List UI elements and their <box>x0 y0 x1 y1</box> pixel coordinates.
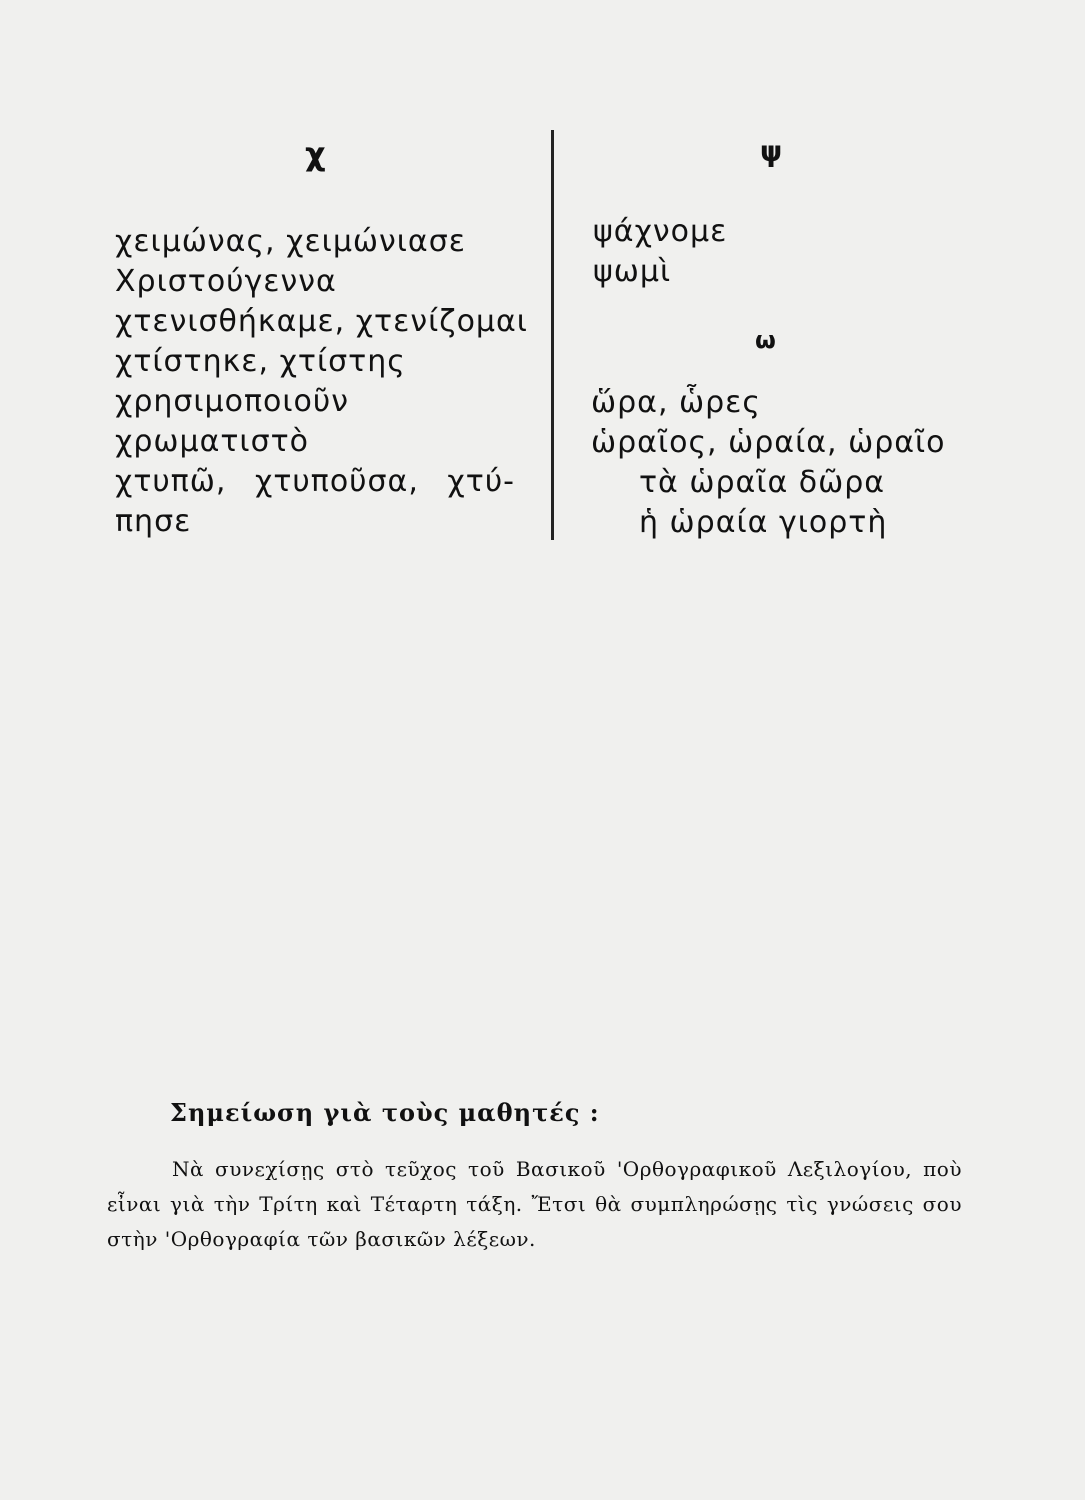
word: χτυπῶ, <box>115 464 227 499</box>
word-line-indented: ἡ ὡραία γιορτὴ <box>639 505 888 540</box>
word: χτυποῦσα, <box>255 464 419 499</box>
word-line: ὥρα, ὧρες <box>591 385 762 420</box>
note-paragraph: Νὰ συνεχίσῃς στὸ τεῦχος τοῦ Βασικοῦ 'Ορθογραφικοῦ Λεξιλογίου, ποὺ εἶναι γιὰ τὴν Τρίτη καὶ Τέταρτη τάξη. Ἔτσι θὰ συμπληρώσῃς τὶς γνώσεις σου στὴν 'Ορθογραφία τῶν βασικῶν λέξεων. <box>107 1157 962 1251</box>
word-line: χρωματιστὸ <box>115 424 309 459</box>
column-divider <box>551 130 554 540</box>
word-line: Χριστούγεννα <box>115 264 337 299</box>
word-line: ὡραῖος, ὡραία, ὡραῖο <box>591 425 946 460</box>
word-line-indented: τὰ ὡραῖα δῶρα <box>639 465 886 500</box>
word-line: χτίστηκε, χτίστης <box>115 344 406 379</box>
word-line: χρησιμοποιοῦν <box>115 384 350 419</box>
word-line-hyphenated <box>115 462 515 502</box>
word: χτύ- <box>447 464 515 499</box>
word-line-continuation: πησε <box>115 504 192 539</box>
omega-word-list <box>591 383 946 543</box>
letter-heading-chi: χ <box>305 135 326 173</box>
psi-word-list <box>593 212 727 292</box>
word-line: χτενισθήκαμε, χτενίζομαι <box>115 304 528 339</box>
letter-heading-omega: ω <box>755 326 776 354</box>
note-title: Σημείωση γιὰ τοὺς μαθητές : <box>170 1098 600 1127</box>
chi-word-list <box>115 222 535 542</box>
note-body <box>107 1152 962 1257</box>
letter-heading-psi: ψ <box>760 135 783 168</box>
word-line: ψωμὶ <box>593 254 672 289</box>
word-line: ψάχνομε <box>593 214 728 249</box>
word-line: χειμώνας, χειμώνιασε <box>115 224 466 259</box>
